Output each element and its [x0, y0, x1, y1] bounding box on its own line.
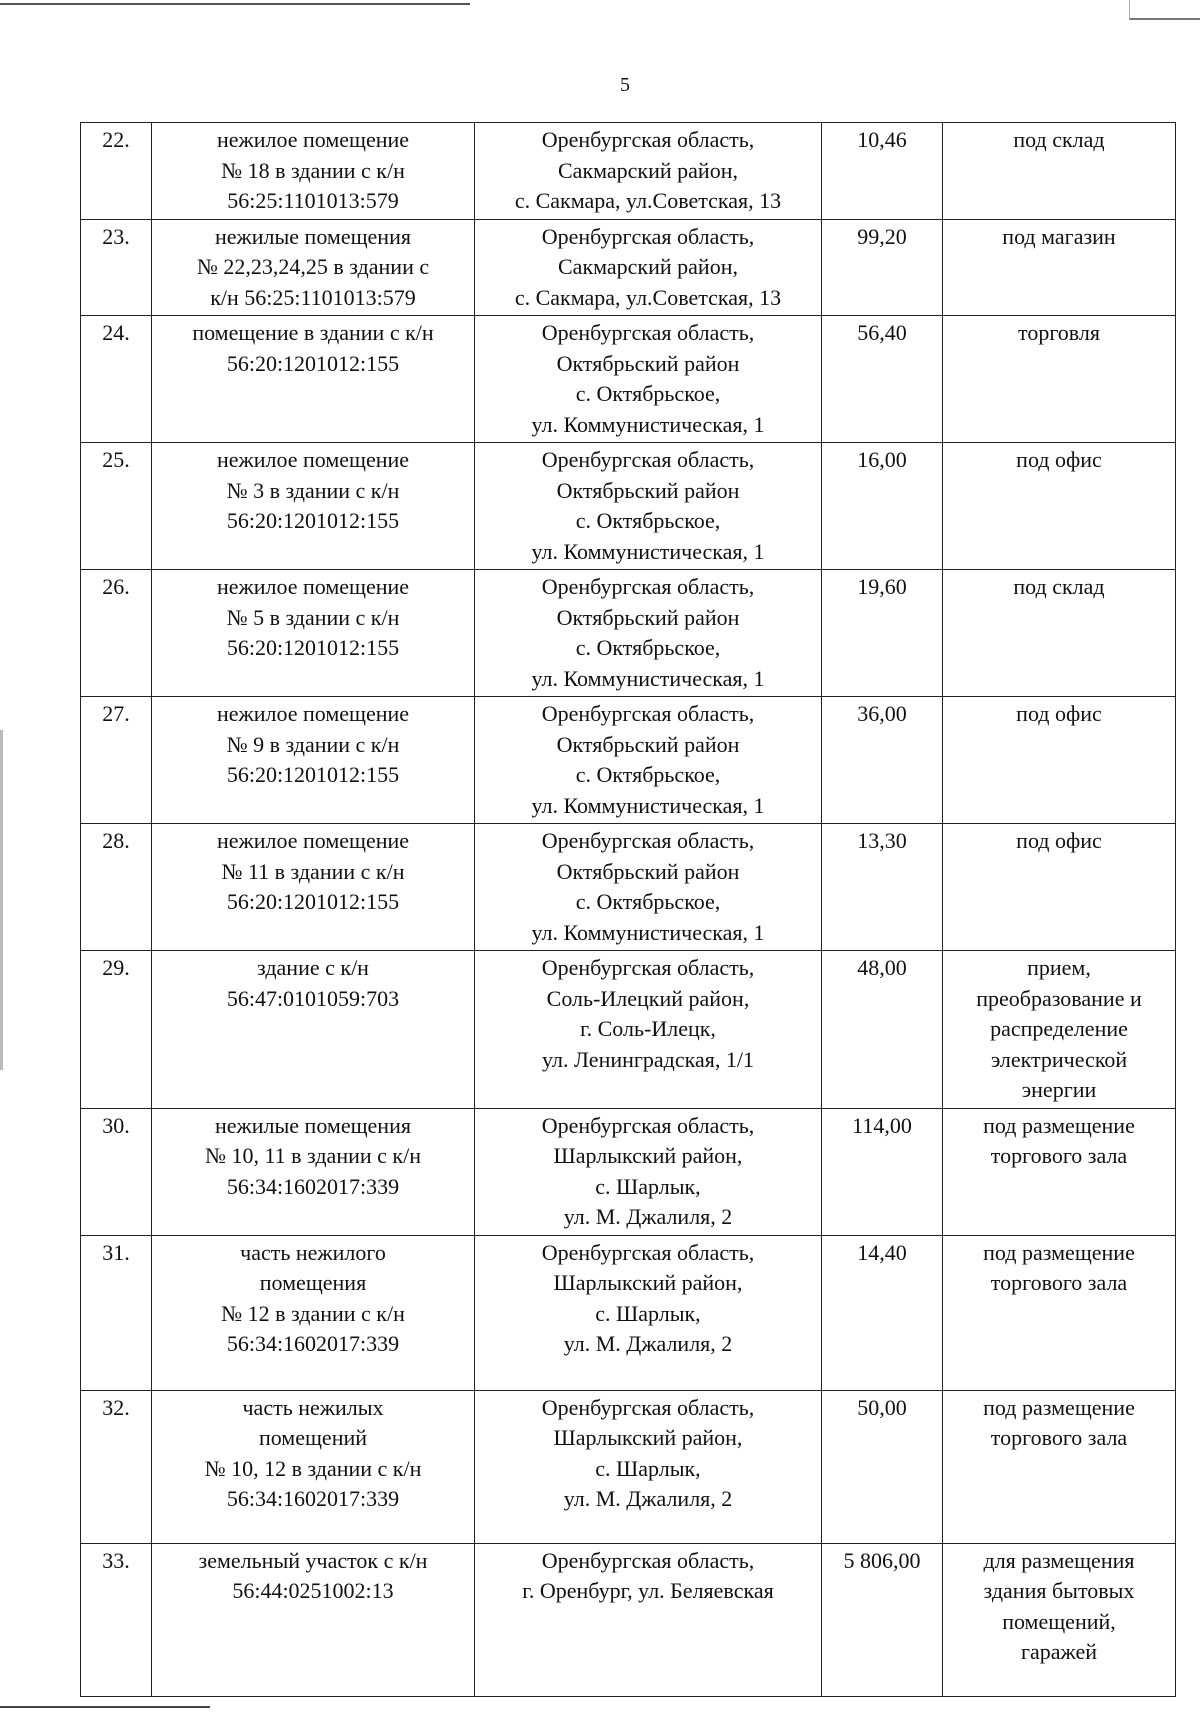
object-description-line: 56:20:1201012:155: [226, 762, 400, 787]
address-line: Оренбургская область,: [541, 955, 755, 980]
row-number-cell: 26.: [81, 570, 152, 697]
purpose-cell: [943, 123, 1176, 220]
object-description-line: 56:34:1602017:339: [226, 1486, 400, 1511]
address-line: с. Шарлык,: [595, 1173, 701, 1199]
address-line: ул. Коммунистическая, 1: [531, 665, 765, 691]
purpose-line: прием,: [1027, 955, 1091, 980]
object-description-line: № 11 в здании с к/н: [221, 858, 405, 884]
row-number-cell: 31.: [81, 1235, 152, 1390]
object-description-line: № 10, 11 в здании с к/н: [205, 1143, 421, 1168]
area-cell: 56,40: [822, 316, 943, 443]
scan-edge-mark-top-right: [1129, 0, 1200, 20]
scan-edge-mark-bottom: [0, 1706, 210, 1708]
address-line: Оренбургская область,: [541, 223, 755, 249]
address-line: ул. М. Джалиля, 2: [563, 1204, 733, 1229]
object-description-cell: [152, 1235, 475, 1390]
area-cell: 5 806,00: [822, 1543, 943, 1696]
table-row: [81, 443, 1176, 570]
address-line: ул. Коммунистическая, 1: [531, 411, 765, 437]
object-description-line: нежилое помещение: [216, 447, 410, 472]
object-description-cell: [152, 1543, 475, 1696]
purpose-cell: [943, 1543, 1176, 1696]
address-line: с. Шарлык,: [595, 1300, 701, 1326]
purpose-line: преобразование и: [976, 985, 1142, 1011]
address-cell: [475, 824, 822, 951]
table-row: [81, 1390, 1176, 1543]
object-description-line: 56:44:0251002:13: [232, 1578, 394, 1603]
purpose-line: под офис: [1016, 828, 1102, 853]
object-description-cell: [152, 824, 475, 951]
purpose-line: помещений,: [1002, 1608, 1116, 1634]
purpose-line: под магазин: [1002, 223, 1116, 249]
object-description-line: № 18 в здании с к/н: [221, 157, 405, 183]
address-cell: [475, 219, 822, 316]
address-line: ул. Коммунистическая, 1: [531, 919, 765, 945]
object-description-line: № 5 в здании с к/н: [226, 604, 400, 630]
area-cell: 10,46: [822, 123, 943, 220]
address-line: с. Октябрьское,: [575, 635, 721, 660]
area-cell: 16,00: [822, 443, 943, 570]
row-number-cell: 29.: [81, 951, 152, 1109]
purpose-line: здания бытовых: [983, 1578, 1135, 1603]
purpose-line: под склад: [1013, 127, 1105, 152]
registry-table-body: [81, 123, 1176, 1697]
object-description-cell: [152, 219, 475, 316]
purpose-cell: [943, 697, 1176, 824]
address-line: Октябрьский район: [556, 604, 740, 630]
address-line: г. Соль-Илецк,: [580, 1016, 716, 1041]
object-description-line: 56:25:1101013:579: [227, 188, 399, 213]
address-line: с. Октябрьское,: [575, 381, 721, 406]
purpose-line: под офис: [1016, 701, 1102, 726]
address-line: ул. М. Джалиля, 2: [563, 1331, 733, 1356]
table-row: [81, 824, 1176, 951]
row-number-cell: 23.: [81, 219, 152, 316]
object-description-cell: [152, 316, 475, 443]
address-line: Оренбургская область,: [541, 828, 755, 853]
address-line: Оренбургская область,: [541, 1112, 755, 1138]
object-description-line: 56:20:1201012:155: [226, 635, 400, 660]
object-description-line: нежилое помещение: [216, 127, 410, 152]
object-description-line: № 3 в здании с к/н: [226, 477, 400, 503]
object-description-line: здание с к/н: [257, 955, 369, 980]
address-line: Сакмарский район,: [558, 157, 738, 183]
object-description-line: земельный участок с к/н: [198, 1547, 428, 1573]
address-line: Оренбургская область,: [541, 1239, 755, 1265]
area-cell: 19,60: [822, 570, 943, 697]
object-description-line: часть нежилых: [242, 1394, 384, 1420]
area-cell: 48,00: [822, 951, 943, 1109]
object-description-line: часть нежилого: [240, 1239, 386, 1265]
purpose-cell: [943, 316, 1176, 443]
scan-edge-mark-left: [0, 730, 3, 1070]
table-row: [81, 951, 1176, 1109]
object-description-line: 56:34:1602017:339: [226, 1173, 400, 1199]
purpose-line: энергии: [1021, 1077, 1097, 1102]
row-number-cell: 25.: [81, 443, 152, 570]
address-line: ул. Коммунистическая, 1: [531, 792, 765, 818]
object-description-line: нежилые помещения: [215, 223, 411, 249]
object-description-line: 56:20:1201012:155: [226, 350, 400, 376]
area-cell: 14,40: [822, 1235, 943, 1390]
area-cell: 13,30: [822, 824, 943, 951]
property-registry-table: [80, 122, 1176, 1697]
address-cell: [475, 570, 822, 697]
table-row: [81, 697, 1176, 824]
object-description-line: № 9 в здании с к/н: [226, 731, 400, 757]
address-line: Шарлыкский район,: [553, 1270, 743, 1295]
object-description-line: нежилое помещение: [216, 828, 410, 853]
address-line: с. Сакмара, ул.Советская, 13: [514, 284, 782, 310]
purpose-line: гаражей: [1020, 1639, 1097, 1664]
address-line: Октябрьский район: [556, 731, 740, 757]
object-description-cell: [152, 123, 475, 220]
purpose-cell: [943, 570, 1176, 697]
address-line: Оренбургская область,: [541, 447, 755, 472]
purpose-line: под размещение: [983, 1239, 1135, 1265]
table-row: [81, 1235, 1176, 1390]
purpose-cell: [943, 443, 1176, 570]
purpose-line: под склад: [1013, 574, 1105, 599]
purpose-cell: [943, 951, 1176, 1109]
area-cell: 50,00: [822, 1390, 943, 1543]
area-cell: 36,00: [822, 697, 943, 824]
object-description-cell: [152, 1108, 475, 1235]
address-line: с. Октябрьское,: [575, 889, 721, 914]
page-number: 5: [620, 74, 630, 96]
scan-edge-mark-top: [0, 3, 470, 5]
object-description-line: 56:20:1201012:155: [226, 889, 400, 914]
purpose-line: торгового зала: [990, 1425, 1128, 1450]
row-number-cell: 28.: [81, 824, 152, 951]
object-description-cell: [152, 570, 475, 697]
area-cell: 99,20: [822, 219, 943, 316]
purpose-cell: [943, 219, 1176, 316]
address-line: ул. М. Джалиля, 2: [563, 1486, 733, 1511]
address-line: Шарлыкский район,: [553, 1143, 743, 1168]
address-line: с. Шарлык,: [595, 1455, 701, 1481]
purpose-line: электрической: [990, 1046, 1128, 1072]
address-line: Сакмарский район,: [558, 254, 738, 279]
address-line: Оренбургская область,: [541, 1394, 755, 1420]
address-line: с. Сакмара, ул.Советская, 13: [514, 188, 782, 213]
address-line: Оренбургская область,: [541, 1547, 755, 1573]
address-line: Соль-Илецкий район,: [546, 985, 750, 1011]
purpose-line: под размещение: [983, 1394, 1135, 1420]
purpose-line: распределение: [990, 1016, 1128, 1041]
row-number-cell: 24.: [81, 316, 152, 443]
purpose-line: под размещение: [983, 1112, 1135, 1138]
object-description-line: помещений: [258, 1425, 368, 1450]
address-line: с. Октябрьское,: [575, 762, 721, 787]
table-row: [81, 1543, 1176, 1696]
address-cell: [475, 123, 822, 220]
address-line: Октябрьский район: [556, 477, 740, 503]
address-cell: [475, 316, 822, 443]
address-line: с. Октябрьское,: [575, 508, 721, 533]
row-number-cell: 27.: [81, 697, 152, 824]
row-number-cell: 33.: [81, 1543, 152, 1696]
address-cell: [475, 951, 822, 1109]
address-cell: [475, 697, 822, 824]
object-description-cell: [152, 1390, 475, 1543]
purpose-cell: [943, 824, 1176, 951]
object-description-line: 56:34:1602017:339: [226, 1331, 400, 1356]
table-row: [81, 219, 1176, 316]
purpose-line: под офис: [1016, 447, 1102, 472]
row-number-cell: 30.: [81, 1108, 152, 1235]
purpose-line: торговля: [1018, 320, 1100, 345]
address-line: Оренбургская область,: [541, 701, 755, 726]
address-line: ул. Коммунистическая, 1: [531, 538, 765, 564]
address-line: г. Оренбург, ул. Беляевская: [522, 1578, 774, 1603]
purpose-line: для размещения: [983, 1547, 1135, 1573]
table-row: [81, 316, 1176, 443]
object-description-line: 56:47:0101059:703: [226, 985, 400, 1011]
table-row: [81, 1108, 1176, 1235]
address-cell: [475, 443, 822, 570]
address-line: Октябрьский район: [556, 350, 740, 376]
address-cell: [475, 1235, 822, 1390]
address-line: Шарлыкский район,: [553, 1425, 743, 1450]
table-row: [81, 123, 1176, 220]
address-line: Октябрьский район: [556, 858, 740, 884]
address-cell: [475, 1543, 822, 1696]
table-row: [81, 570, 1176, 697]
row-number-cell: 32.: [81, 1390, 152, 1543]
purpose-line: торгового зала: [990, 1270, 1128, 1295]
row-number-cell: 22.: [81, 123, 152, 220]
area-cell: 114,00: [822, 1108, 943, 1235]
object-description-line: № 22,23,24,25 в здании с: [196, 254, 430, 279]
object-description-line: помещения: [259, 1270, 367, 1295]
address-cell: [475, 1390, 822, 1543]
object-description-cell: [152, 697, 475, 824]
object-description-line: к/н 56:25:1101013:579: [210, 284, 416, 310]
address-cell: [475, 1108, 822, 1235]
object-description-line: № 10, 12 в здании с к/н: [204, 1455, 422, 1481]
object-description-line: нежилое помещение: [216, 574, 410, 599]
object-description-line: помещение в здании с к/н: [192, 320, 434, 345]
object-description-line: 56:20:1201012:155: [226, 508, 400, 533]
address-line: Оренбургская область,: [541, 127, 755, 152]
object-description-line: нежилое помещение: [216, 701, 410, 726]
object-description-cell: [152, 951, 475, 1109]
address-line: Оренбургская область,: [541, 320, 755, 345]
purpose-line: торгового зала: [990, 1143, 1128, 1168]
purpose-cell: [943, 1390, 1176, 1543]
address-line: Оренбургская область,: [541, 574, 755, 599]
object-description-line: № 12 в здании с к/н: [221, 1300, 405, 1326]
object-description-line: нежилые помещения: [215, 1112, 411, 1138]
object-description-cell: [152, 443, 475, 570]
purpose-cell: [943, 1235, 1176, 1390]
address-line: ул. Ленинградская, 1/1: [542, 1046, 754, 1072]
purpose-cell: [943, 1108, 1176, 1235]
